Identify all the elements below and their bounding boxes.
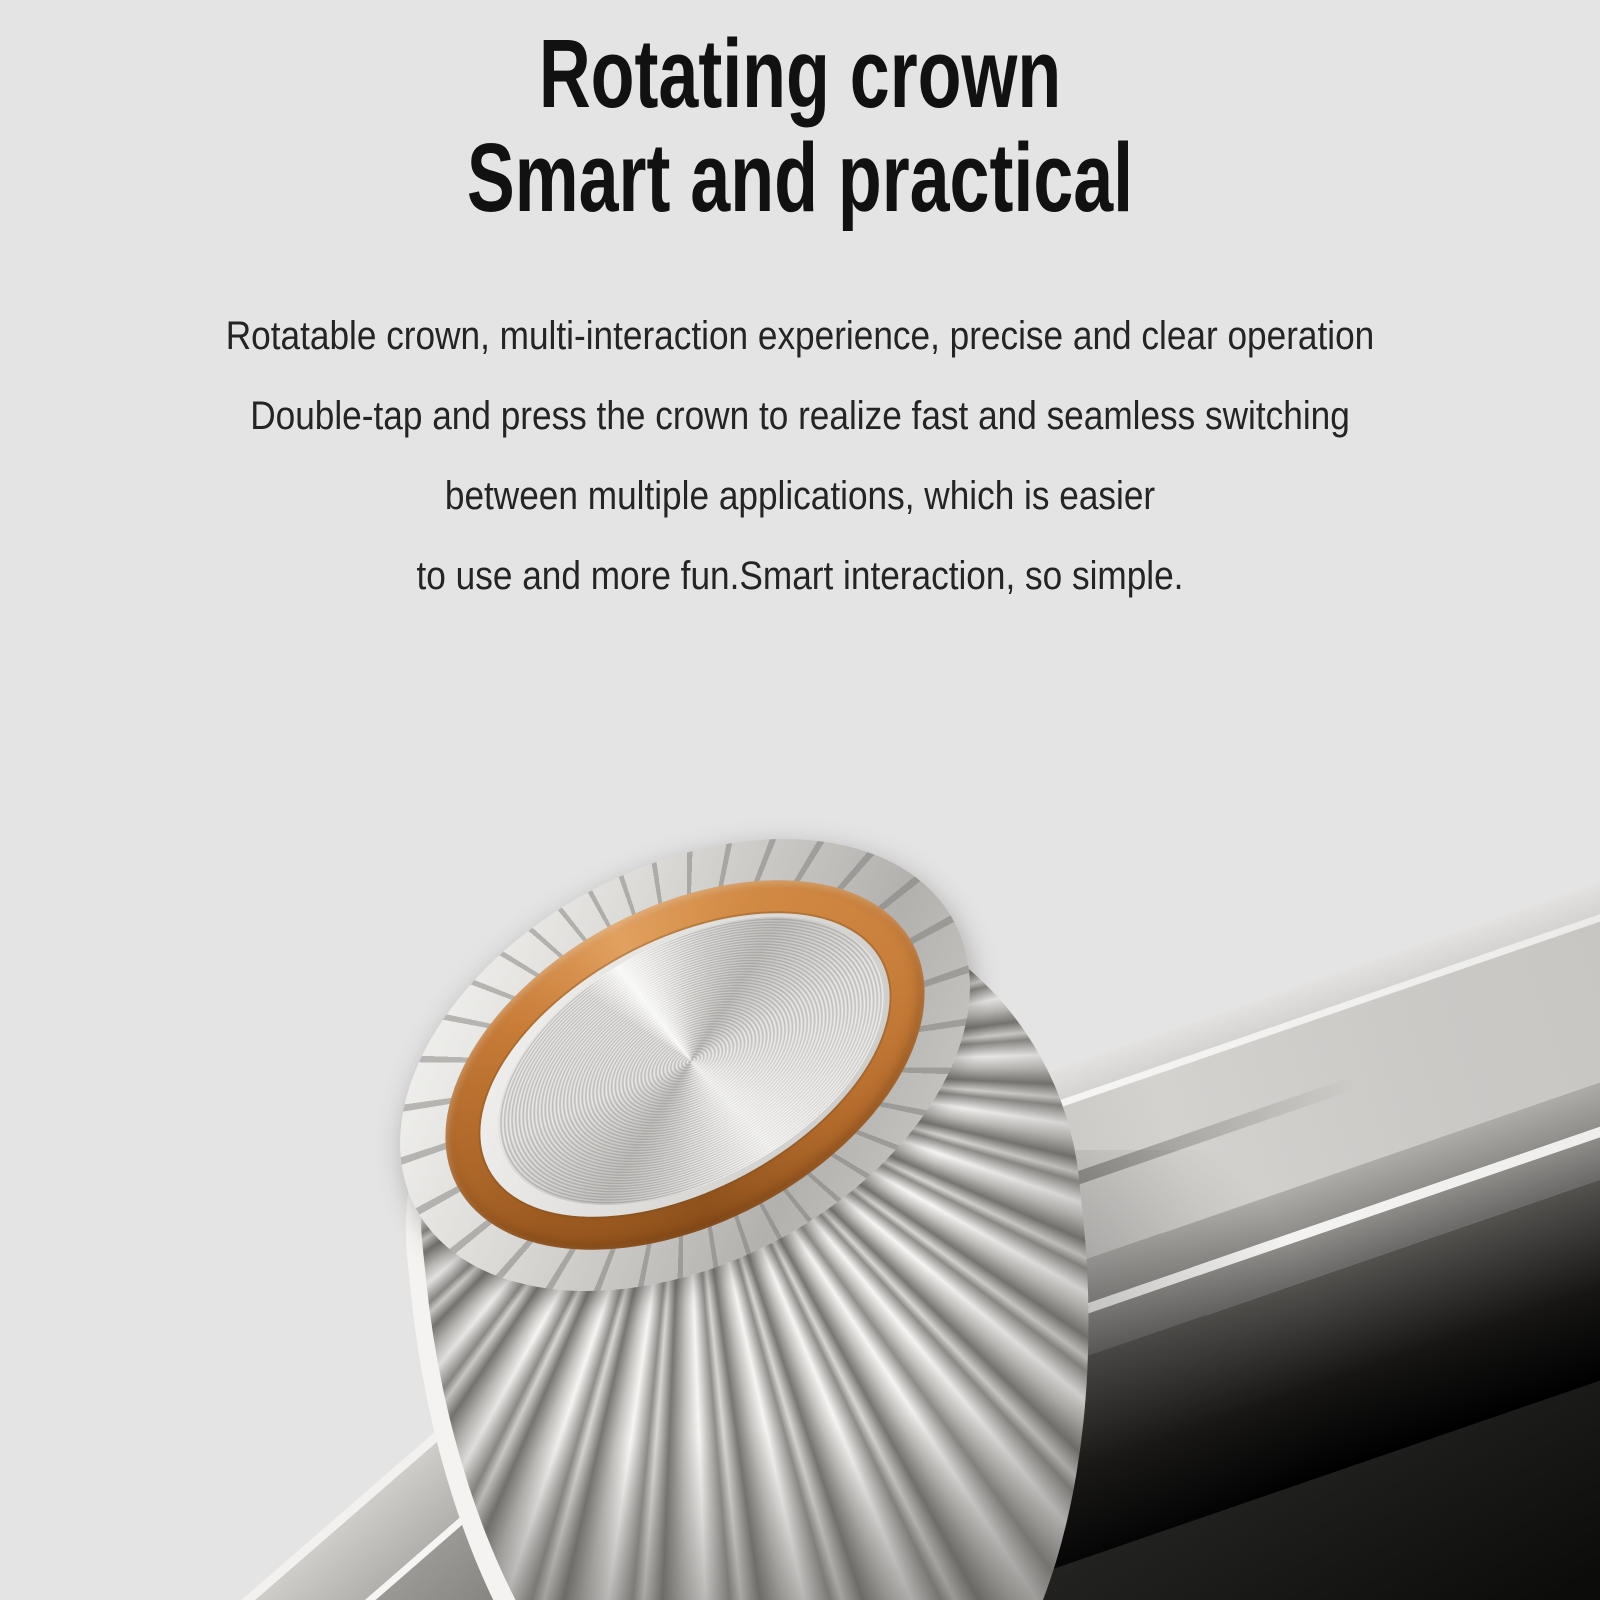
page-title-line2: Smart and practical [466, 123, 1134, 232]
description-line-2: Double-tap and press the crown to realize fast and seamless switching [250, 394, 1350, 438]
description-line-4: to use and more fun.Smart interaction, so simple. [416, 554, 1184, 598]
page-title-line1: Rotating crown [538, 19, 1062, 128]
description [0, 296, 1600, 616]
rotating-crown [285, 765, 1085, 1600]
description-line-1: Rotatable crown, multi-interaction experience, precise and clear operation [225, 314, 1375, 358]
page-title [0, 19, 1600, 232]
description-line-3: between multiple applications, which is easier [444, 474, 1156, 518]
